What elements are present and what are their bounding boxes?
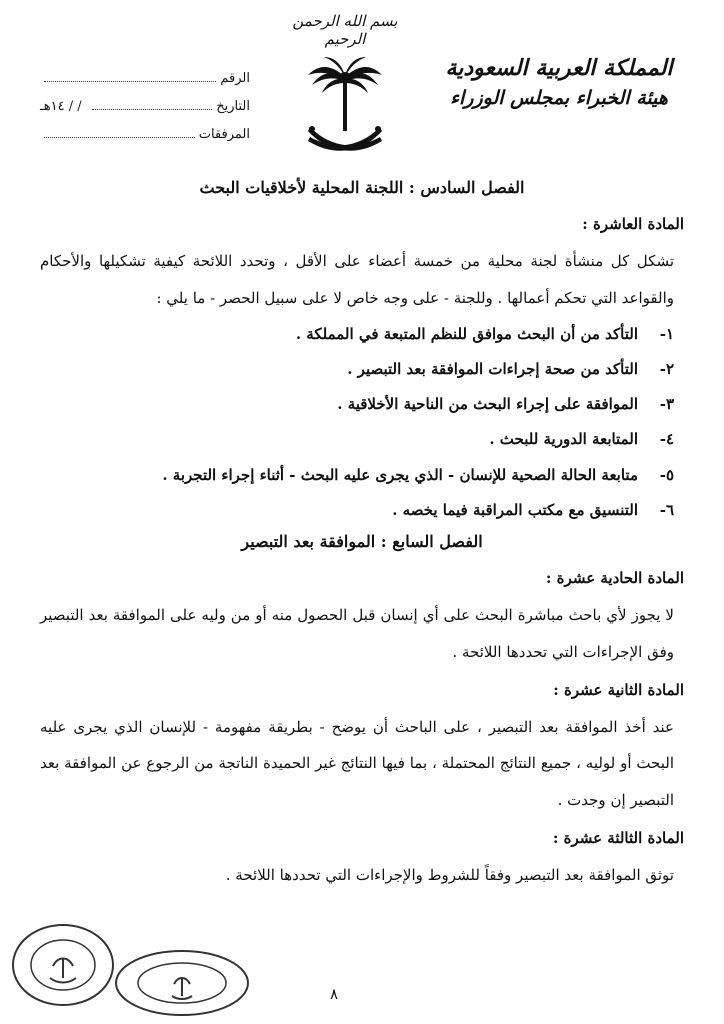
list-item-text: التأكد من صحة إجراءات الموافقة بعد التبصير . <box>347 359 638 378</box>
ref-number-line <box>44 80 216 82</box>
kingdom-name: المملكة العربية السعودية <box>445 55 673 81</box>
list-item-text: متابعة الحالة الصحية للإنسان - الذي يجرى عليه البحث - أثناء إجراء التجربة . <box>162 465 638 484</box>
list-item <box>40 458 674 493</box>
list-item <box>40 422 674 457</box>
chapter-7-title: الفصل السابع : الموافقة بعد التبصير <box>241 532 483 551</box>
official-seal-stamp <box>8 920 118 1010</box>
document-body <box>40 178 684 894</box>
attachments-label: المرفقات <box>198 127 250 142</box>
list-item <box>40 317 674 352</box>
reference-fields <box>40 58 250 142</box>
attachments-line <box>44 136 195 138</box>
attachments-row <box>40 114 250 142</box>
ref-number-row <box>40 58 250 86</box>
list-item-number: ٤- <box>659 430 674 449</box>
palm-swords-emblem-icon <box>300 55 390 165</box>
article-10-title: المادة العاشرة : <box>582 215 684 233</box>
page-number: ٨ <box>330 985 339 1003</box>
list-item-text: المتابعة الدورية للبحث . <box>489 430 638 449</box>
date-row <box>40 86 250 114</box>
list-item <box>40 493 674 528</box>
article-11-title: المادة الحادية عشرة : <box>545 569 684 587</box>
authority-name: هيئة الخبراء بمجلس الوزراء <box>450 87 668 109</box>
list-item-number: ٣- <box>659 395 674 413</box>
article-11-text: لا يجوز لأي باحث مباشرة البحث على أي إنسان قبل الحصول منه أو من وليه على الموافقة بعد التبصير وفق الإجراءات التي تحددها اللائحة . <box>40 606 674 661</box>
authority-seal-stamp <box>112 948 252 1018</box>
ref-number-label: الرقم <box>220 71 250 86</box>
list-item-number: ٥- <box>659 465 674 484</box>
date-line <box>92 108 213 110</box>
list-item-text: التنسيق مع مكتب المراقبة فيما يخصه . <box>392 500 638 519</box>
list-item-text: الموافقة على إجراء البحث من الناحية الأخلاقية . <box>337 395 638 413</box>
article-10-list <box>40 317 684 529</box>
article-12-text: عند أخذ الموافقة بعد التبصير ، على الباحث أن يوضح - بطريقة مفهومة - للإنسان الذي يجرى عليه البحث أو لوليه ، جميع النتائج المحتملة ، بما فيها النتائج غير الحميدة الناتجة من الرجوع عن الموافقة بعد التبصير إن وجدت . <box>40 717 674 809</box>
date-template: / / ١٤هـ <box>40 99 82 114</box>
kingdom-letterhead <box>434 55 684 109</box>
list-item-number: ٦- <box>659 500 674 519</box>
list-item <box>40 387 674 422</box>
article-13-text: توثق الموافقة بعد التبصير وفقاً للشروط والإجراءات التي تحددها اللائحة . <box>225 865 674 884</box>
list-item-number: ١- <box>659 324 674 343</box>
article-10-text: تشكل كل منشأة لجنة محلية من خمسة أعضاء على الأقل ، وتحدد اللائحة كيفية تشكيلها والأحكام والقواعد التي تحكم أعمالها . وللجنة - على وجه خاص لا على سبيل الحصر - ما يلي : <box>40 252 674 307</box>
list-item-number: ٢- <box>659 359 674 378</box>
chapter-6-title: الفصل السادس : اللجنة المحلية لأخلاقيات البحث <box>199 178 525 197</box>
list-item-text: التأكد من أن البحث موافق للنظم المتبعة في المملكة . <box>295 324 638 343</box>
article-13-title: المادة الثالثة عشرة : <box>552 828 684 847</box>
date-label: التاريخ <box>216 99 250 114</box>
list-item <box>40 352 674 387</box>
article-12-title: المادة الثانية عشرة : <box>553 680 684 699</box>
bismillah: بسم الله الرحمن الرحيم <box>292 12 398 48</box>
